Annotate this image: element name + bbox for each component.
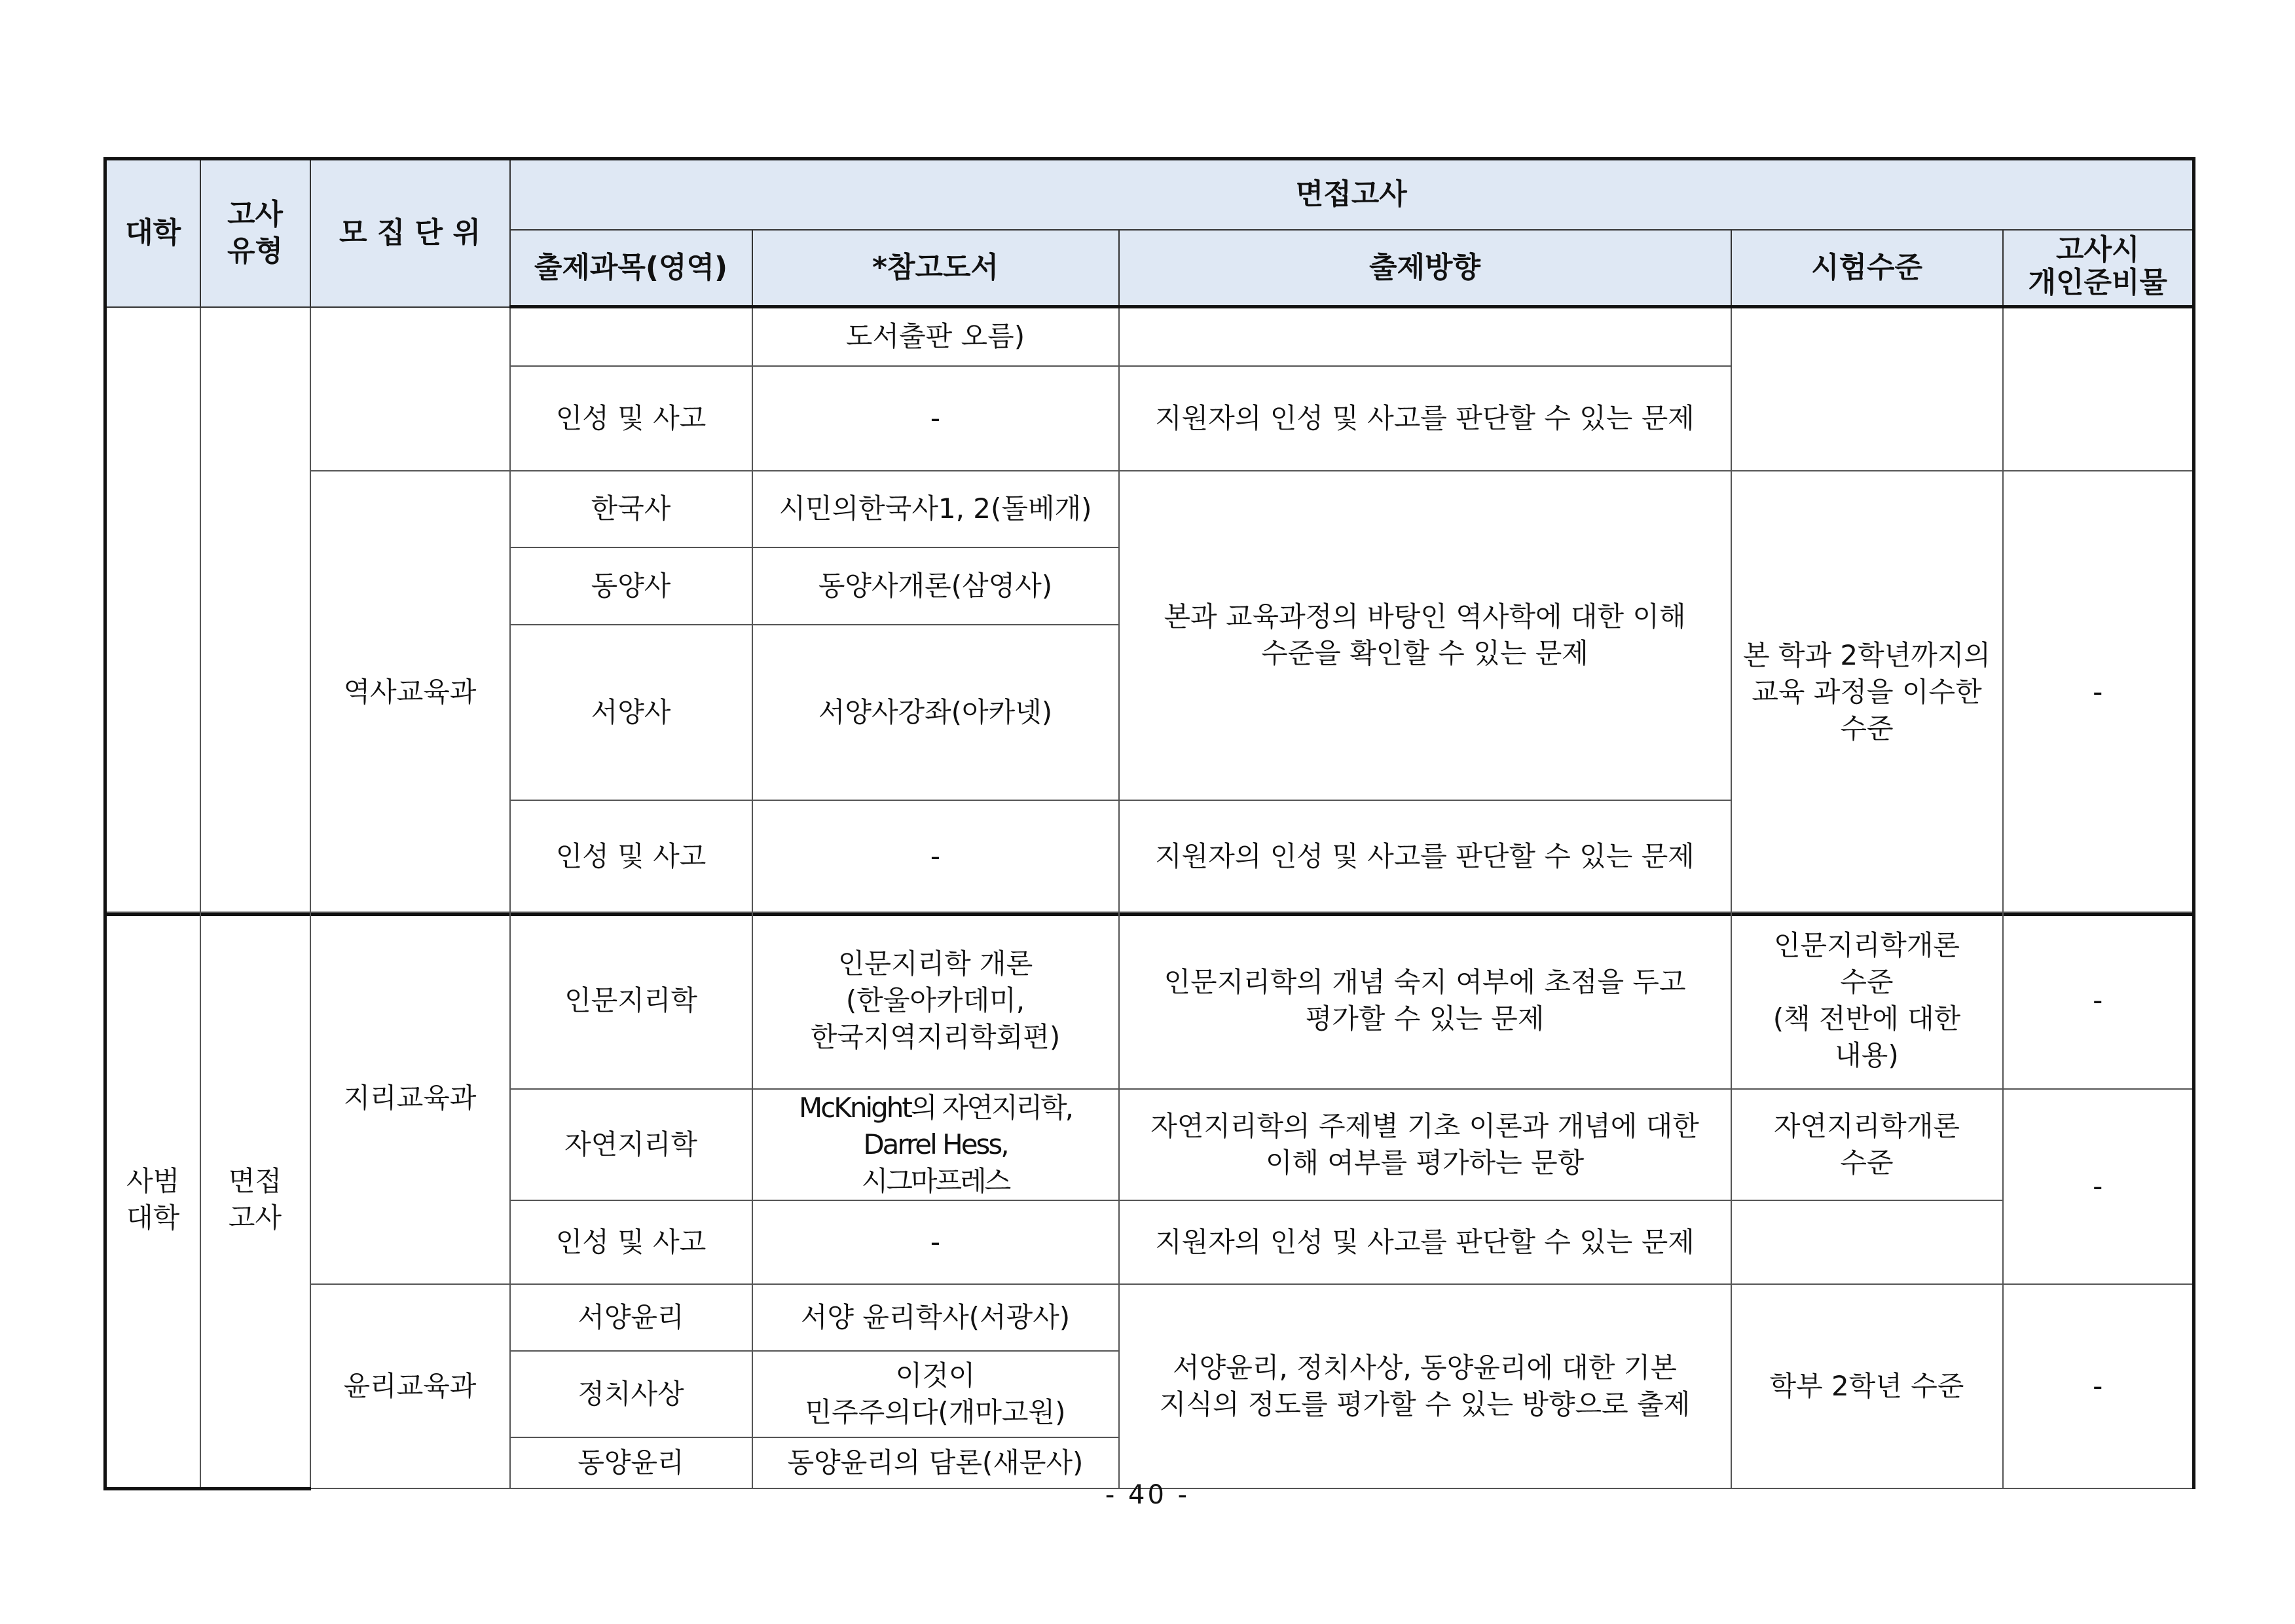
- reference-cell: 시민의한국사1, 2(돌베개): [752, 471, 1119, 547]
- header-direction: 출제방향: [1119, 230, 1731, 307]
- exam-type-cell-1: [200, 307, 310, 915]
- table-row: [105, 912, 2194, 1089]
- subject-cell: 정치사상: [510, 1351, 752, 1437]
- reference-cell: [752, 912, 1119, 1089]
- history-direction-text: 본과 교육과정의 바탕인 역사학에 대한 이해 수준을 확인할 수 있는 문제: [1164, 600, 1686, 669]
- geo-reference-text: 인문지리학 개론 (한울아카데미, 한국지역지리학회편): [810, 948, 1061, 1053]
- unit-geography: 지리교육과: [310, 912, 510, 1284]
- header-college: 대학: [105, 159, 200, 307]
- interview-table-lower: [103, 912, 2195, 1490]
- direction-cell: 지원자의 인성 및 사고를 판단할 수 있는 문제: [1119, 366, 1731, 471]
- nat-geo-direction-text: 자연지리학의 주제별 기초 이론과 개념에 대한 이해 여부를 평가하는 문항: [1150, 1110, 1699, 1179]
- reference-cell: 서양사강좌(아카넷): [752, 625, 1119, 800]
- history-level-text: 본 학과 2학년까지의 교육 과정을 이수한 수준: [1743, 638, 1991, 745]
- exam-type-text: 면접 고사: [228, 1165, 282, 1234]
- header-unit: 모 집 단 위: [310, 159, 510, 307]
- direction-cell: [1119, 1284, 1731, 1488]
- header-prep: [2003, 230, 2194, 307]
- geo-direction-text: 인문지리학의 개념 숙지 여부에 초점을 두고 평가할 수 있는 문제: [1164, 966, 1686, 1035]
- reference-cell: 서양 윤리학사(서광사): [752, 1284, 1119, 1351]
- reference-cell: [752, 1351, 1119, 1437]
- direction-cell: 지원자의 인성 및 사고를 판단할 수 있는 문제: [1119, 800, 1731, 915]
- exam-type-cell-2: [200, 912, 310, 1488]
- direction-cell: [1119, 307, 1731, 366]
- subject-cell: 인성 및 사고: [510, 800, 752, 915]
- header-exam-type: [200, 159, 310, 307]
- reference-cell: 도서출판 오름): [752, 307, 1119, 366]
- prep-cell: -: [2003, 912, 2194, 1089]
- level-cell: [1731, 1089, 2003, 1200]
- reference-cell: -: [752, 366, 1119, 471]
- header-level: 시험수준: [1731, 230, 2003, 307]
- geo-level-text: 인문지리학개론 수준 (책 전반에 대한 내용): [1772, 929, 1961, 1071]
- subject-cell: 서양윤리: [510, 1284, 752, 1351]
- table-row: [105, 307, 2194, 366]
- header-subject: 출제과목(영역): [510, 230, 752, 307]
- subject-cell: [510, 307, 752, 366]
- header-interview: 면접고사: [510, 159, 2194, 230]
- college-text: 사범 대학: [126, 1165, 180, 1234]
- level-cell: 학부 2학년 수준: [1731, 1284, 2003, 1488]
- reference-cell: 동양사개론(삼영사): [752, 547, 1119, 625]
- ethics-reference-text: 이것이 민주주의다(개마고원): [805, 1359, 1066, 1428]
- direction-cell: [1119, 471, 1731, 800]
- page-number: - 40 -: [1105, 1480, 1190, 1510]
- subject-cell: 동양윤리: [510, 1437, 752, 1488]
- header-exam-type-text: 고사 유형: [227, 198, 283, 268]
- subject-cell: 동양사: [510, 547, 752, 625]
- interview-table: [103, 157, 2195, 916]
- direction-cell: [1119, 1089, 1731, 1200]
- subject-cell: 인성 및 사고: [510, 366, 752, 471]
- prep-cell: [2003, 307, 2194, 471]
- table-row: [105, 1284, 2194, 1351]
- subject-cell: 서양사: [510, 625, 752, 800]
- subject-cell: 자연지리학: [510, 1089, 752, 1200]
- reference-cell: -: [752, 1200, 1119, 1284]
- prep-cell: -: [2003, 1089, 2194, 1284]
- subject-cell: 인문지리학: [510, 912, 752, 1089]
- unit-history: 역사교육과: [310, 471, 510, 915]
- reference-cell: [752, 1089, 1119, 1200]
- subject-cell: 한국사: [510, 471, 752, 547]
- subject-cell: 인성 및 사고: [510, 1200, 752, 1284]
- direction-cell: 지원자의 인성 및 사고를 판단할 수 있는 문제: [1119, 1200, 1731, 1284]
- ethics-direction-text: 서양윤리, 정치사상, 동양윤리에 대한 기본 지식의 정도를 평가할 수 있는 방향으로 출제: [1159, 1352, 1691, 1420]
- level-cell: [1731, 1200, 2003, 1284]
- direction-cell: [1119, 912, 1731, 1089]
- level-cell: [1731, 471, 2003, 915]
- prep-cell: -: [2003, 1284, 2194, 1488]
- college-cell-2: [105, 912, 200, 1488]
- prep-cell: -: [2003, 471, 2194, 915]
- header-reference: *참고도서: [752, 230, 1119, 307]
- level-cell: [1731, 912, 2003, 1089]
- unit-cell-prev: [310, 307, 510, 471]
- level-cell: [1731, 307, 2003, 471]
- nat-geo-level-text: 자연지리학개론 수준: [1773, 1110, 1960, 1179]
- header-prep-text: 고사시 개인준비물: [2028, 233, 2168, 300]
- reference-cell: 동양윤리의 담론(새문사): [752, 1437, 1119, 1488]
- college-cell-1: [105, 307, 200, 915]
- table-row: [105, 471, 2194, 547]
- reference-cell: -: [752, 800, 1119, 915]
- nat-geo-reference-text: McKnight의 자연지리학, Darrel Hess, 시그마프레스: [798, 1092, 1073, 1197]
- unit-ethics: 윤리교육과: [310, 1284, 510, 1488]
